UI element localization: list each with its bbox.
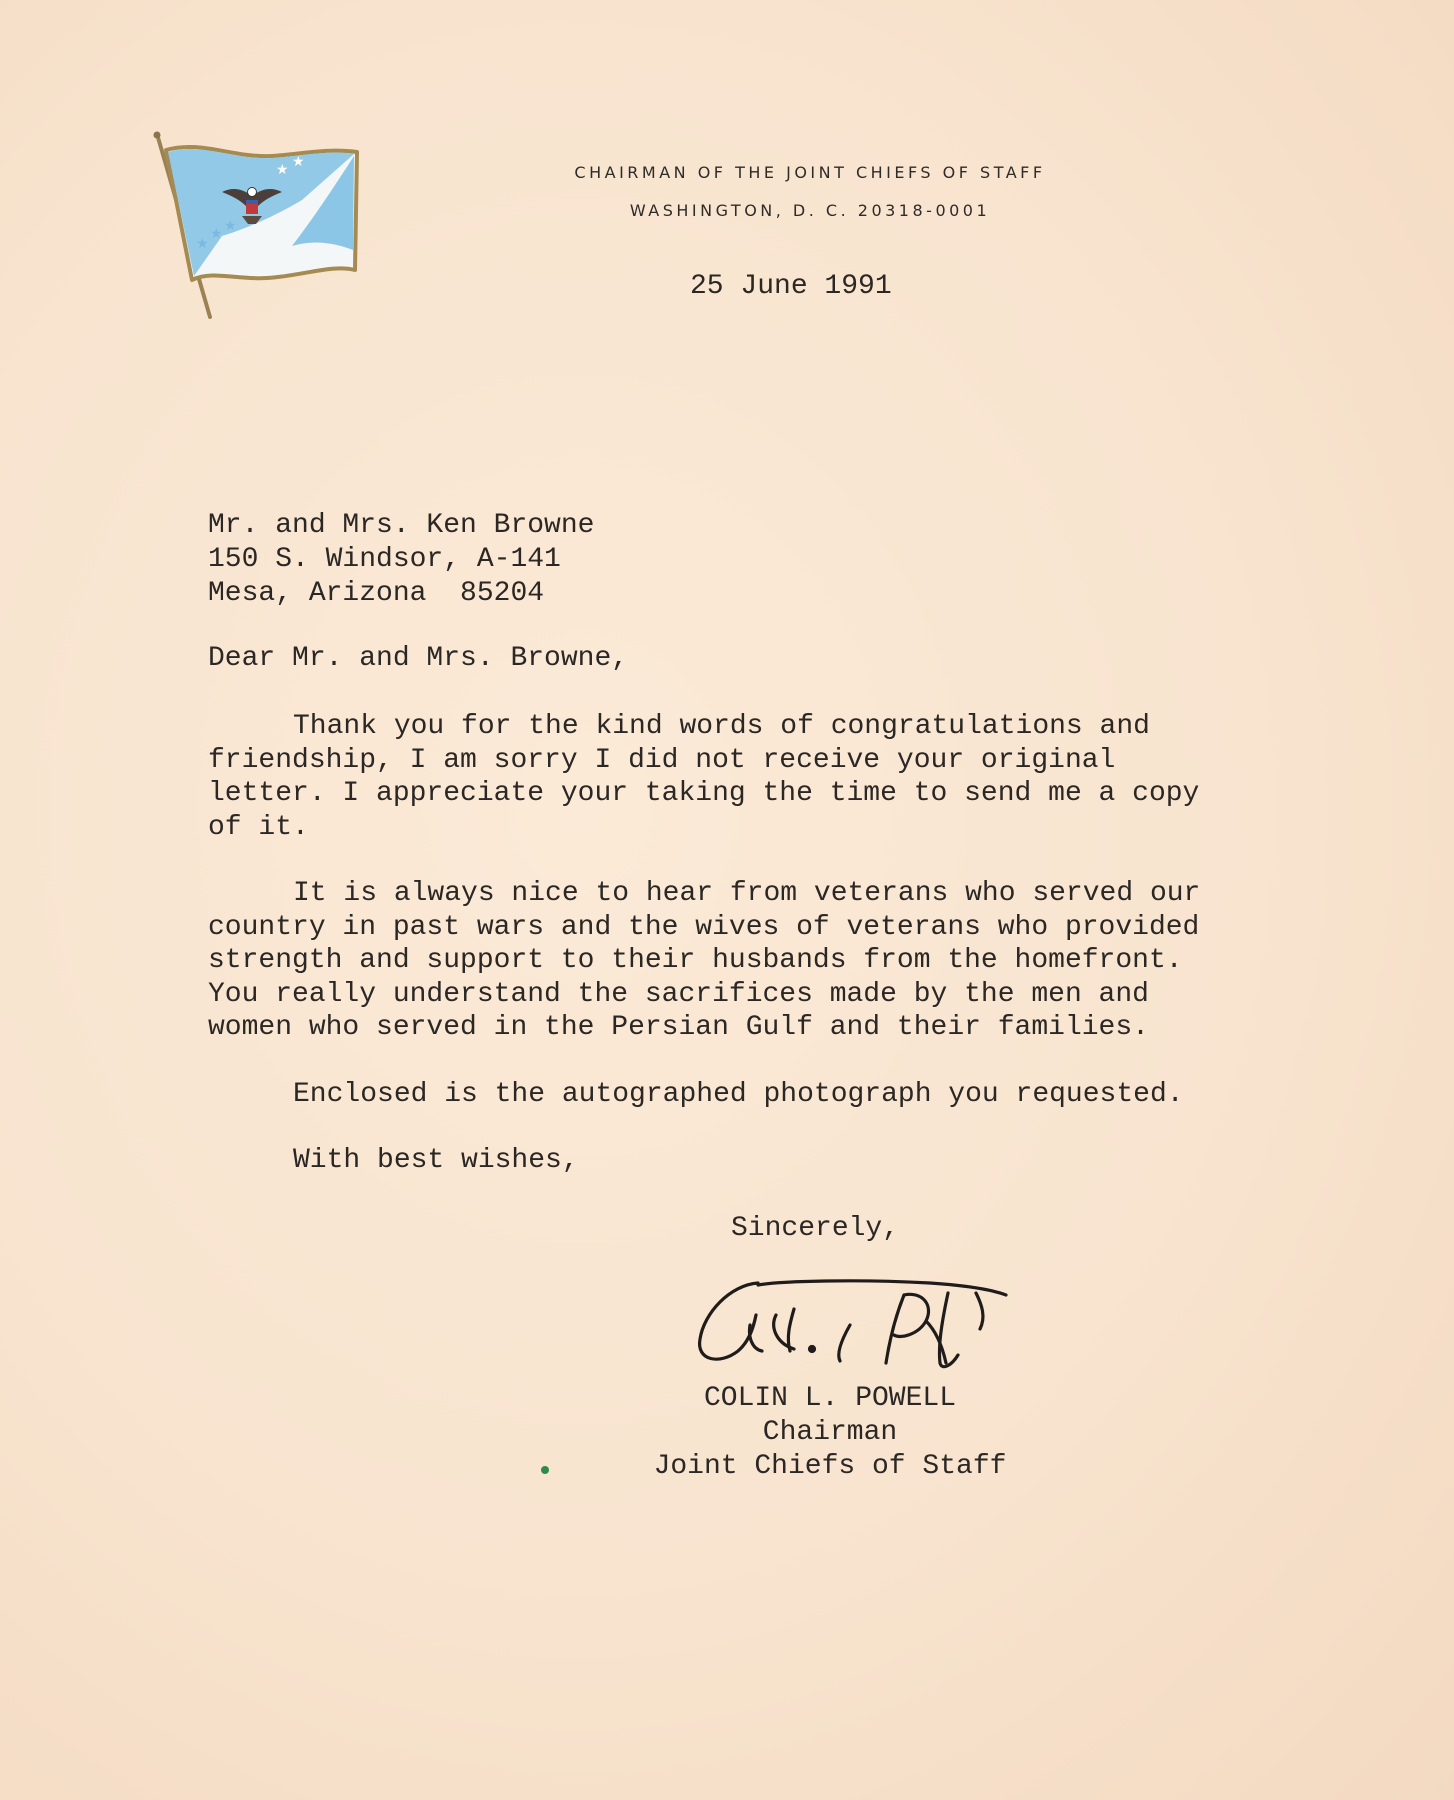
signer-title: Chairman xyxy=(762,1417,898,1448)
svg-text:★: ★ xyxy=(196,236,209,252)
ink-speck xyxy=(541,1466,549,1474)
signer-organization: Joint Chiefs of Staff xyxy=(653,1451,1007,1482)
svg-text:★: ★ xyxy=(210,226,223,242)
signature-block xyxy=(620,1382,1040,1484)
svg-text:★: ★ xyxy=(224,218,237,234)
chairman-flag-icon xyxy=(152,130,364,320)
signoff: Sincerely, xyxy=(731,1213,900,1244)
body-paragraph: Enclosed is the autographed photograph you requested. xyxy=(293,1079,1184,1110)
handwritten-signature xyxy=(690,1265,1020,1380)
letterhead-address: WASHINGTON, D. C. 20318-0001 xyxy=(629,201,991,220)
svg-text:★: ★ xyxy=(276,162,289,178)
signer-name: COLIN L. POWELL xyxy=(703,1383,957,1414)
recipient-address xyxy=(208,509,594,611)
body-paragraph: It is always nice to hear from veterans who served our country in past wars and the wives of veterans who provided strength and support to their husbands from the homefront. You really understand the sacrifices made by the men and women who served in the Persian Gulf and their families. xyxy=(208,878,1201,1043)
svg-text:★: ★ xyxy=(292,154,305,170)
address-line: 150 S. Windsor, A-141 xyxy=(208,544,561,575)
address-line: Mesa, Arizona 85204 xyxy=(208,578,545,609)
address-line: Mr. and Mrs. Ken Browne xyxy=(208,510,595,541)
letterhead-title: CHAIRMAN OF THE JOINT CHIEFS OF STAFF xyxy=(574,163,1046,182)
closing-line: With best wishes, xyxy=(293,1145,579,1176)
salutation: Dear Mr. and Mrs. Browne, xyxy=(208,643,629,674)
letter-date: 25 June 1991 xyxy=(690,271,892,302)
body-paragraph: Thank you for the kind words of congratulations and friendship, I am sorry I did not receive your original letter. I appreciate your taking the time to send me a copy of it. xyxy=(208,711,1200,843)
